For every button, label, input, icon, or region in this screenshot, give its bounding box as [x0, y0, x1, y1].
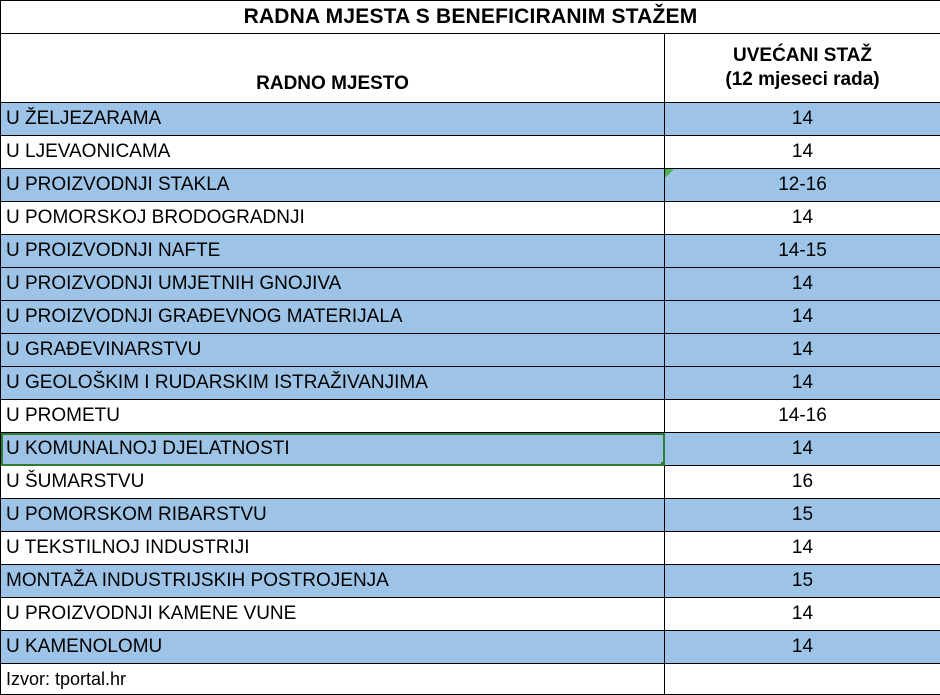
row-value[interactable]: 14-16 [665, 400, 940, 433]
row-job-label: U KAMENOLOMU [1, 631, 665, 664]
table-row [1, 400, 940, 433]
row-value-text: 12-16 [778, 174, 827, 195]
table-title-row [1, 1, 940, 34]
row-job-label: U ŽELJEZARAMA [1, 103, 665, 136]
row-job-label: U GRAĐEVINARSTVU [1, 334, 665, 367]
row-value[interactable]: 14-15 [665, 235, 940, 268]
selection-handle[interactable] [661, 462, 665, 466]
row-job-label: U GEOLOŠKIM I RUDARSKIM ISTRAŽIVANJIMA [1, 367, 665, 400]
row-value[interactable]: 15 [665, 565, 940, 598]
row-job-label: U ŠUMARSTVU [1, 466, 665, 499]
row-job-label: U TEKSTILNOJ INDUSTRIJI [1, 532, 665, 565]
row-job-label: U PROIZVODNJI UMJETNIH GNOJIVA [1, 268, 665, 301]
row-job-label-text: U KOMUNALNOJ DJELATNOSTI [6, 438, 290, 459]
table-row [1, 136, 940, 169]
row-value[interactable]: 14 [665, 334, 940, 367]
table-row [1, 565, 940, 598]
row-value[interactable]: 14 [665, 136, 940, 169]
row-job-label: U PROIZVODNJI STAKLA [1, 169, 665, 202]
table-row [1, 334, 940, 367]
table-row-selected [1, 433, 940, 466]
row-job-label: MONTAŽA INDUSTRIJSKIH POSTROJENJA [1, 565, 665, 598]
column-header-extended-service-line2: (12 mjeseci rada) [665, 68, 940, 92]
row-value[interactable]: 14 [665, 103, 940, 136]
row-job-label: U POMORSKOM RIBARSTVU [1, 499, 665, 532]
column-header-extended-service-line1: UVEĆANI STAŽ [665, 44, 940, 68]
row-value[interactable]: 16 [665, 466, 940, 499]
table-row [1, 202, 940, 235]
table-row [1, 499, 940, 532]
source-empty-cell [665, 664, 940, 695]
row-value[interactable] [665, 169, 940, 202]
row-value[interactable]: 14 [665, 433, 940, 466]
row-value[interactable]: 14 [665, 268, 940, 301]
table-row [1, 268, 940, 301]
row-job-label: U LJEVAONICAMA [1, 136, 665, 169]
table-row [1, 169, 940, 202]
row-value[interactable]: 14 [665, 631, 940, 664]
table-title: RADNA MJESTA S BENEFICIRANIM STAŽEM [1, 1, 940, 34]
column-header-job: RADNO MJESTO [1, 34, 665, 103]
table-row [1, 103, 940, 136]
row-job-label: U PROMETU [1, 400, 665, 433]
row-job-label: U PROIZVODNJI GRAĐEVNOG MATERIJALA [1, 301, 665, 334]
source-row [1, 664, 940, 695]
table-row [1, 532, 940, 565]
row-job-label: U POMORSKOJ BRODOGRADNJI [1, 202, 665, 235]
table-row [1, 367, 940, 400]
row-value[interactable]: 15 [665, 499, 940, 532]
column-header-extended-service [665, 34, 940, 103]
row-value[interactable]: 14 [665, 598, 940, 631]
row-job-label: U PROIZVODNJI KAMENE VUNE [1, 598, 665, 631]
row-value[interactable]: 14 [665, 301, 940, 334]
row-value[interactable]: 14 [665, 532, 940, 565]
row-value[interactable]: 14 [665, 202, 940, 235]
row-value[interactable]: 14 [665, 367, 940, 400]
table-header-row [1, 34, 940, 103]
row-job-label[interactable] [1, 433, 665, 466]
comment-marker-icon [665, 169, 674, 178]
table-row [1, 235, 940, 268]
table-row [1, 598, 940, 631]
row-job-label: U PROIZVODNJI NAFTE [1, 235, 665, 268]
table-row [1, 301, 940, 334]
table-row [1, 466, 940, 499]
source-label: Izvor: tportal.hr [1, 664, 665, 695]
table-row [1, 631, 940, 664]
